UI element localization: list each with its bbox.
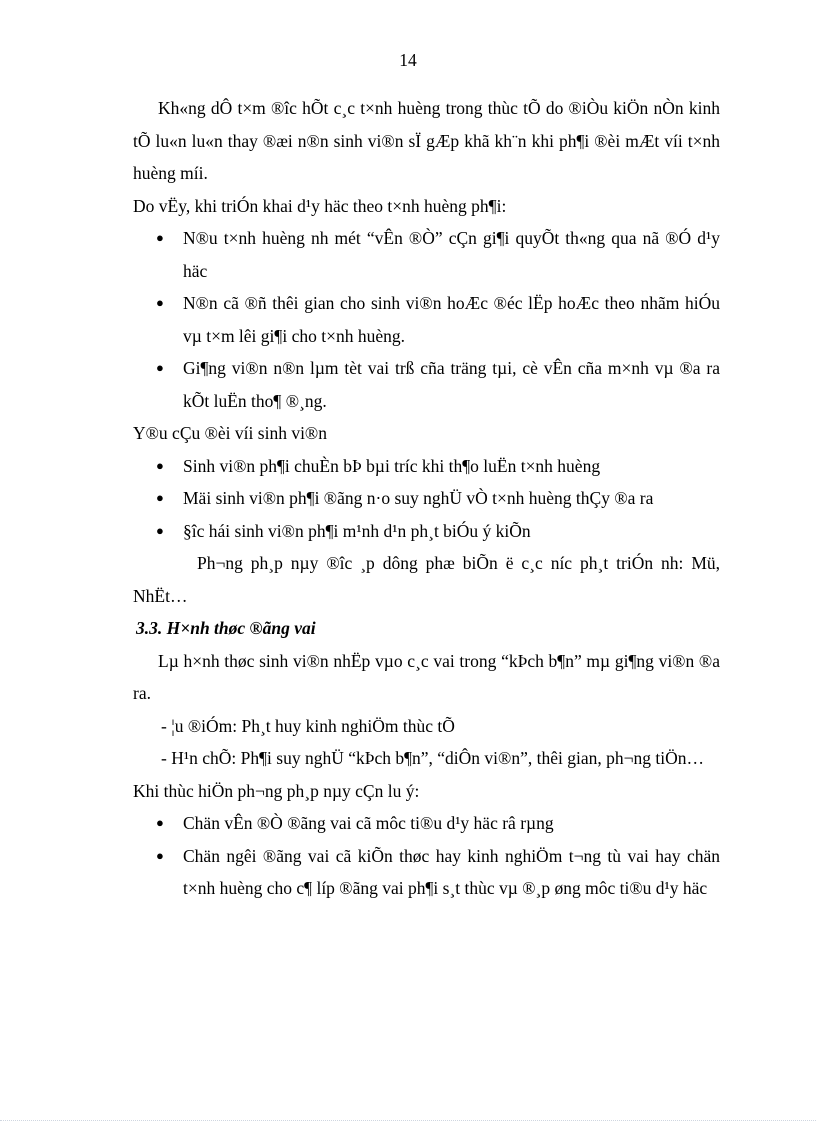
list-item-text: N®n cã ®ñ thêi gian cho sinh vi®n hoÆc ®éc lËp hoÆc theo nhãm hiÓu vµ t×m lêi gi¶i cho t×nh huèng. (183, 293, 720, 346)
bullet-list-teaching (133, 222, 720, 417)
page-content (133, 92, 720, 905)
section-heading: 3.3. H×nh thøc ®ãng vai (136, 618, 316, 638)
bullet-dot-icon: ● (156, 847, 164, 863)
paragraph-role-play: Lµ h×nh thøc sinh vi®n nhËp vµo c¸c vai trong “kÞch b¶n” mµ gi¶ng vi®n ®a ra. (133, 650, 720, 703)
list-item (133, 450, 720, 483)
bullet-dot-icon: ● (156, 490, 164, 505)
list-item-text: Gi¶ng vi®n n®n lµm tèt vai trß cña träng tµi, cè vÊn cña m×nh vµ ®a ra kÕt luËn tho¶ ®¸ng. (183, 358, 720, 411)
list-item (133, 287, 720, 352)
bullet-dot-icon: ● (156, 230, 164, 245)
list-item (133, 482, 720, 515)
list-item-text: Sinh vi®n ph¶i chuÈn bÞ bµi tríc khi th¶o luËn t×nh huèng (183, 455, 601, 476)
bullet-dot-icon: ● (156, 360, 164, 375)
list-item (133, 222, 720, 287)
bullet-dot-icon: ● (156, 815, 164, 830)
paragraph-limitations: - H¹n chÕ: Ph¶i suy nghÜ “kÞch b¶n”, “diÔn vi®n”, thêi gian, ph¬ng tiÖn… (161, 748, 704, 768)
paragraph-advantages: - ¦u ®iÓm: Ph¸t huy kinh nghiÖm thùc tÕ (161, 715, 455, 736)
list-item-text: N®u t×nh huèng nh mét “vÊn ®Ò” cÇn gi¶i quyÕt th«ng qua nã ®Ó d¹y häc (183, 228, 720, 281)
page-bottom-rule (0, 1120, 816, 1121)
list-item (133, 352, 720, 417)
paragraph-requirements: Y®u cÇu ®èi víi sinh vi®n (133, 423, 327, 443)
paragraph-intro: Kh«ng dÔ t×m ®îc hÕt c¸c t×nh huèng trong thùc tÕ do ®iÒu kiÖn nÒn kinh tÕ lu«n lu«n thay ®æi n®n sinh vi®n sÏ gÆp khã kh¨n khi ph¶i ®èi mÆt víi t×nh huèng míi. (133, 98, 720, 183)
list-item (133, 807, 720, 840)
bullet-dot-icon: ● (156, 457, 164, 473)
bullet-list-notes (133, 807, 720, 905)
list-item-text: §îc hái sinh vi®n ph¶i m¹nh d¹n ph¸t biÓu ý kiÕn (183, 520, 531, 541)
bullet-list-students (133, 450, 720, 548)
list-item (133, 515, 720, 548)
list-item (133, 840, 720, 905)
paragraph-lead-in: Do vËy, khi triÓn khai d¹y häc theo t×nh huèng ph¶i: (133, 195, 507, 216)
list-item-text: Chän vÊn ®Ò ®ãng vai cã môc ti®u d¹y häc râ rµng (183, 813, 554, 833)
list-item-text: Mäi sinh vi®n ph¶i ®ãng n·o suy nghÜ vÒ t×nh huèng thÇy ®a ra (183, 488, 654, 508)
paragraph-notes: Khi thùc hiÖn ph¬ng ph¸p nµy cÇn lu ý: (133, 780, 420, 801)
list-item-text: Chän ngêi ®ãng vai cã kiÕn thøc hay kinh nghiÖm t¬ng tù vai hay chän t×nh huèng cho c¶ líp ®ãng vai ph¶i s¸t thùc vµ ®¸p øng môc ti®u d¹y häc (183, 845, 720, 898)
page-number: 14 (399, 50, 417, 70)
bullet-dot-icon: ● (156, 295, 164, 310)
paragraph-method-usage: Ph¬ng ph¸p nµy ®îc ¸p dông phæ biÕn ë c¸c níc ph¸t triÓn nh: Mü, NhËt… (133, 553, 720, 606)
bullet-dot-icon: ● (156, 522, 164, 538)
